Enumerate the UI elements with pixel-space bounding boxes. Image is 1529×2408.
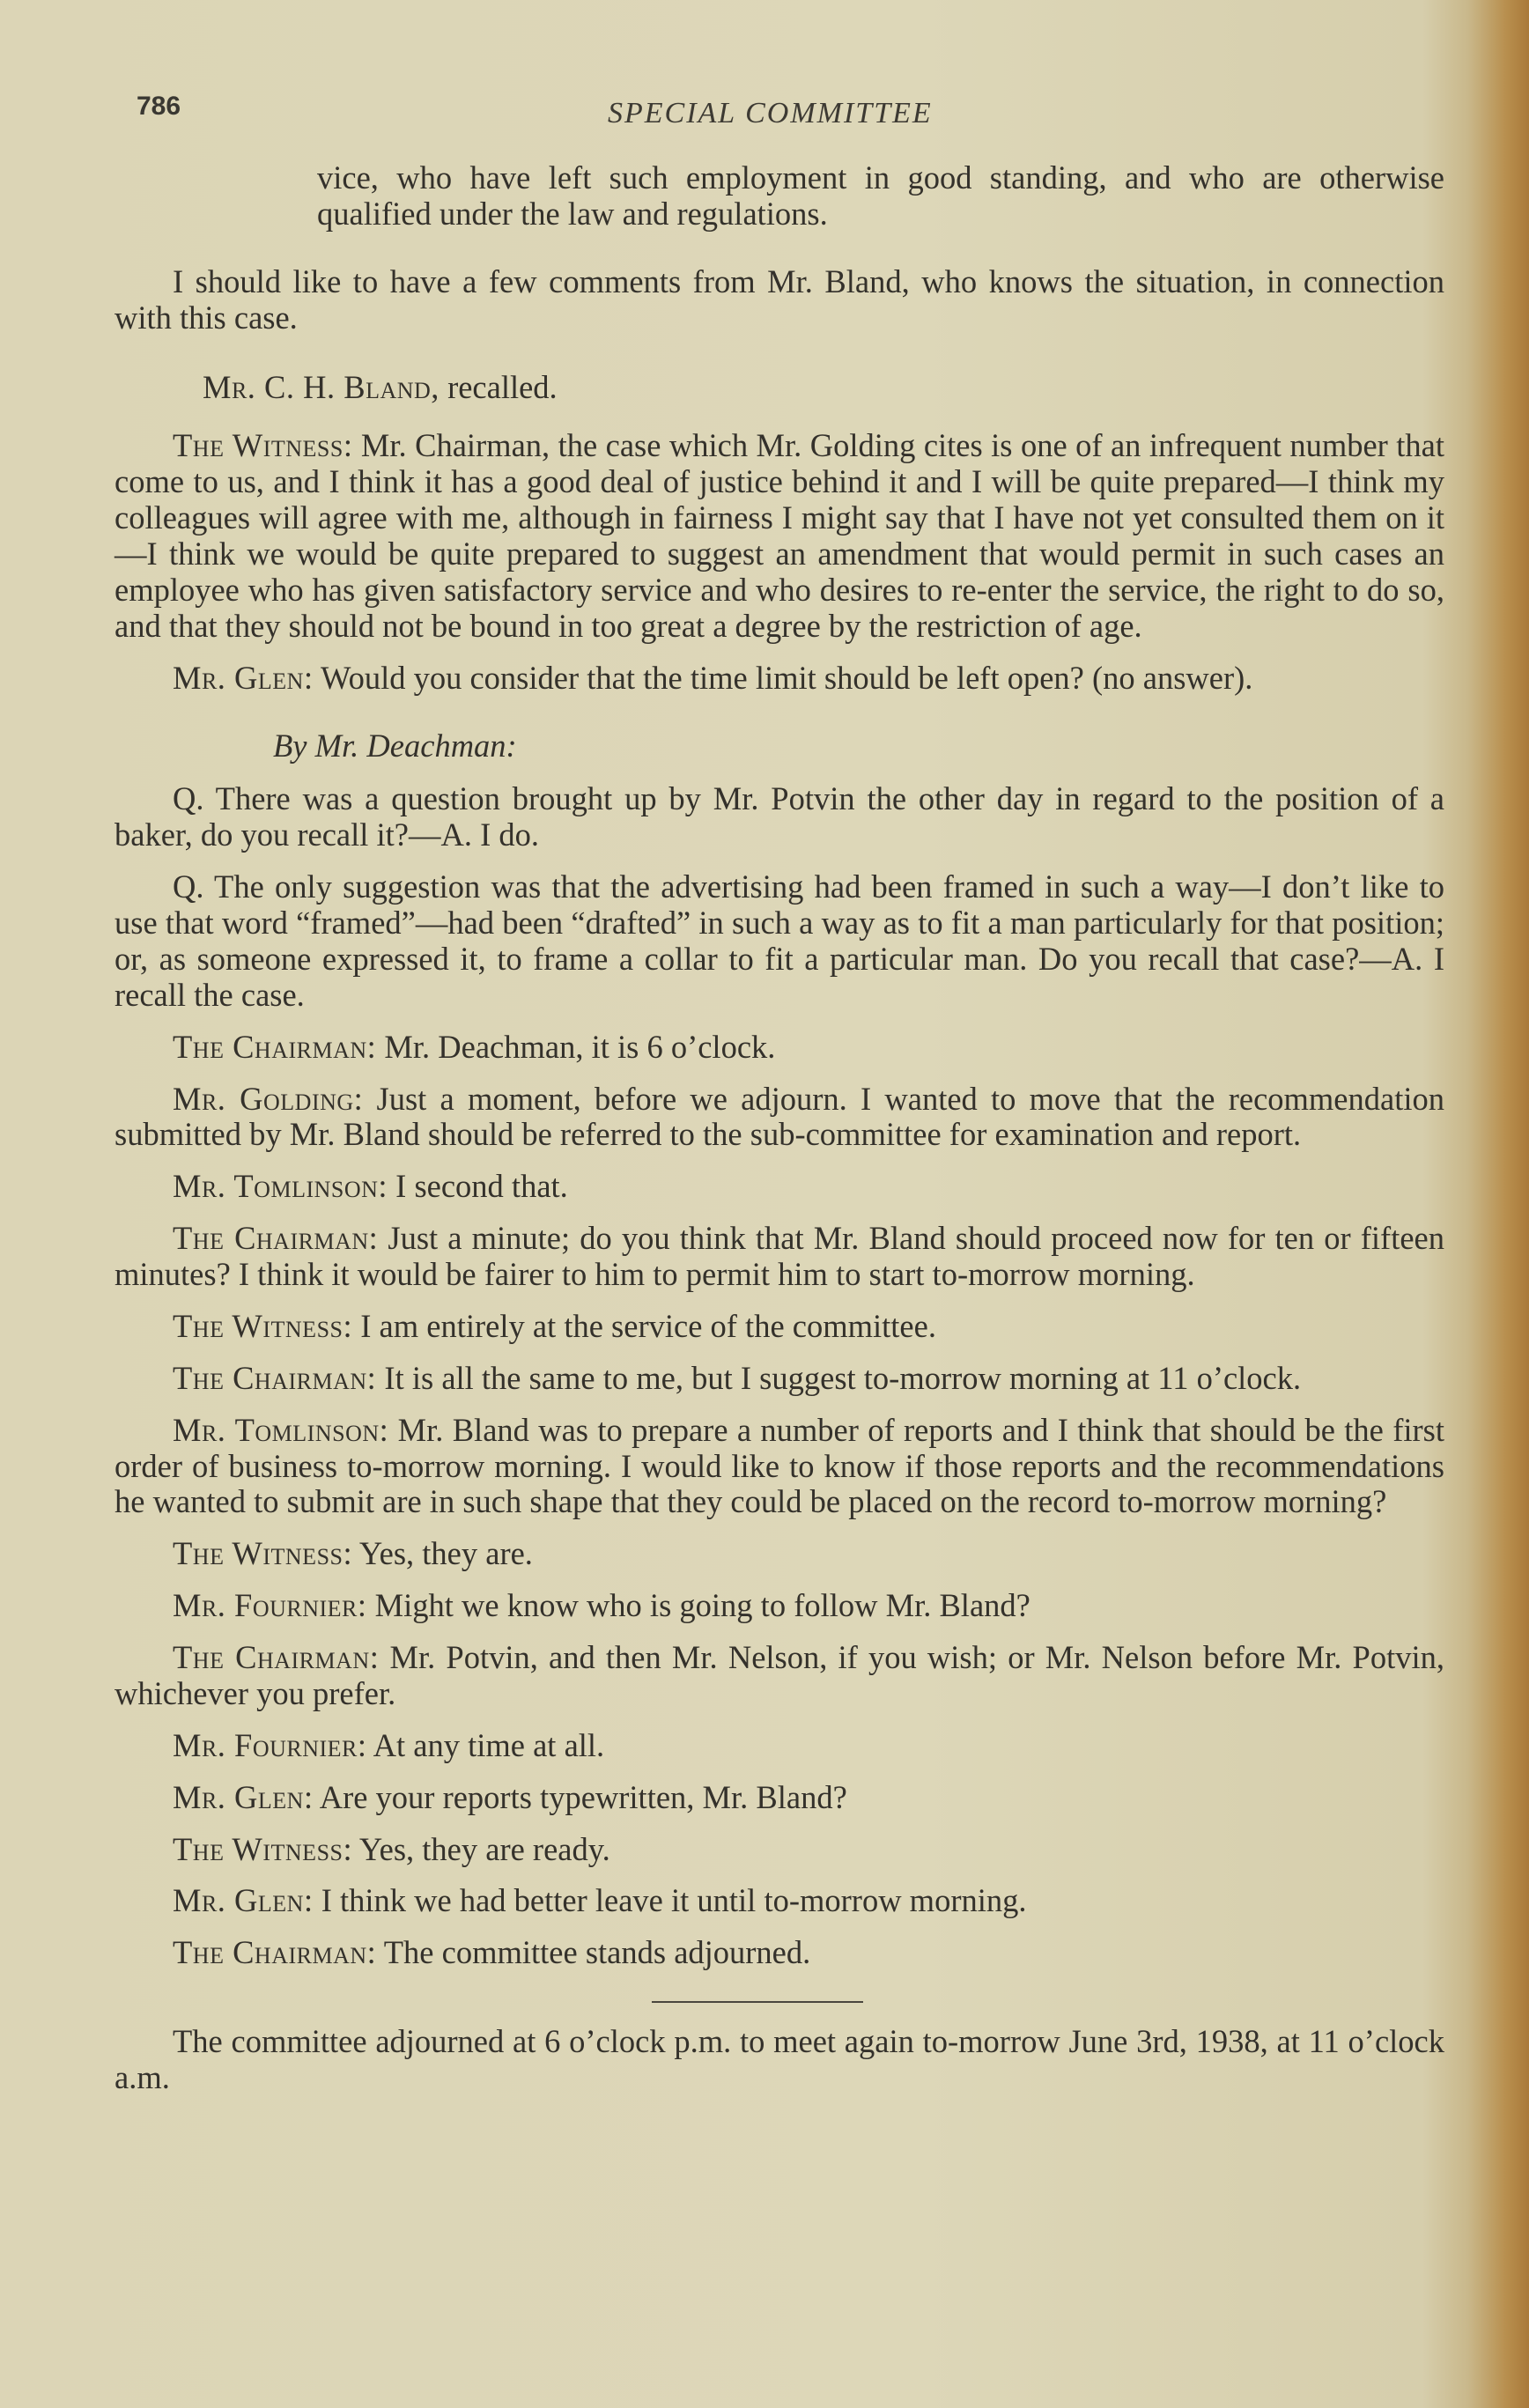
speaker-name: The Chairman: (173, 1639, 380, 1675)
speaker-name: Mr. C. H. Bland, (203, 368, 439, 405)
speaker-name: The Witness: (173, 427, 353, 464)
transcript-body (114, 160, 1444, 2112)
speech-paragraph: The Witness: Mr. Chairman, the case which Mr. Golding cites is one of an infrequent number that come to us, and I think it has a good deal of justice behind it and I will be quite prepared—I think my colleagues will agree with me, although in fairness I might say that I have not yet consulted them on it—I think we would be quite prepared to suggest an amendment that would permit in such cases an employee who has given satisfactory service and who desires to re-enter the service, the right to do so, and that they should not be bound in too great a degree by the restriction of age. (114, 427, 1444, 644)
speech-paragraph: The Chairman: The committee stands adjourned. (173, 1934, 811, 1971)
speaker-name: Mr. Golding: (173, 1080, 364, 1117)
speech-paragraph: Mr. Fournier: Might we know who is going to follow Mr. Bland? (173, 1587, 1030, 1624)
speaker-name: Mr. Tomlinson: (173, 1411, 389, 1448)
adjournment-note: The committee adjourned at 6 o’clock p.m. to meet again to-morrow June 3rd, 1938, at 11 o’clock a.m. (114, 2023, 1444, 2095)
speaker-name: Mr. Fournier: (173, 1587, 367, 1624)
speaker-name: Mr. Fournier: (173, 1726, 367, 1763)
speech-paragraph: Mr. Fournier: At any time at all. (173, 1726, 605, 1763)
speaker-name: The Chairman: (173, 1934, 377, 1971)
speaker-name: The Witness: (173, 1830, 353, 1867)
speech-paragraph: The Witness: Yes, they are. (173, 1535, 533, 1572)
speech-paragraph: Mr. Glen: Would you consider that the time limit should be left open? (no answer). (173, 659, 1253, 696)
speaker-name: The Witness: (173, 1307, 353, 1344)
speech-paragraph: The Witness: I am entirely at the service of the committee. (173, 1307, 936, 1344)
speaker-name: The Chairman: (173, 1028, 377, 1065)
quoted-regulation: vice, who have left such employment in good standing, and who are otherwise qualified under the law and regulations. (317, 159, 1444, 232)
speaker-name: Mr. Glen: (173, 1882, 314, 1919)
speaker-name: Mr. Glen: (173, 1778, 314, 1815)
running-head: SPECIAL COMMITTEE (608, 97, 933, 129)
speech-paragraph: Mr. Glen: I think we had better leave it until to-morrow morning. (173, 1882, 1027, 1919)
examiner-line: By Mr. Deachman: (273, 727, 517, 764)
speaker-name: The Chairman: (173, 1359, 377, 1396)
speech-paragraph: The Chairman: Just a minute; do you think that Mr. Bland should proceed now for ten or fifteen minutes? I think it would be fairer to him to permit him to start to-morrow morning. (114, 1220, 1444, 1292)
speech-paragraph: The Chairman: It is all the same to me, but I suggest to-morrow morning at 11 o’clock. (173, 1359, 1302, 1396)
speech-paragraph: The Witness: Yes, they are ready. (173, 1830, 610, 1867)
speech-paragraph: The Chairman: Mr. Deachman, it is 6 o’clock. (173, 1028, 776, 1065)
speaker-name: The Witness: (173, 1535, 353, 1572)
speech-paragraph: Mr. Tomlinson: I second that. (173, 1168, 568, 1205)
question-paragraph: Q. The only suggestion was that the advertising had been framed in such a way—I don’t like to use that word “framed”—had been “drafted” in such a way as to fit a man particularly for that position; or, as someone expressed it, to frame a collar to fit a particular man. Do you recall that case?—A. I recall the case. (114, 868, 1444, 1013)
speech-paragraph: Mr. Glen: Are your reports typewritten, Mr. Bland? (173, 1778, 847, 1815)
question-paragraph: Q. There was a question brought up by Mr. Potvin the other day in regard to the position of a baker, do you recall it?—A. I do. (114, 780, 1444, 853)
speaker-name: Mr. Tomlinson: (173, 1168, 388, 1205)
section-divider (652, 2001, 863, 2003)
witness-recalled-heading: Mr. C. H. Bland, recalled. (203, 368, 558, 405)
page-number: 786 (137, 92, 181, 121)
speech-paragraph: Mr. Tomlinson: Mr. Bland was to prepare a number of reports and I think that should be the first order of business to-morrow morning. I would like to know if those reports and the recommendations he wanted to submit are in such shape that they could be placed on the record to-morrow morning? (114, 1411, 1445, 1520)
speech-paragraph: The Chairman: Mr. Potvin, and then Mr. Nelson, if you wish; or Mr. Nelson before Mr. Potvin, whichever you prefer. (114, 1639, 1444, 1711)
speech-paragraph: Mr. Golding: Just a moment, before we adjourn. I wanted to move that the recommendation submitted by Mr. Bland should be referred to the sub-committee for examination and report. (114, 1080, 1444, 1153)
speaker-name: The Chairman: (173, 1220, 379, 1257)
speaker-name: Mr. Glen: (173, 659, 314, 696)
paragraph: I should like to have a few comments from Mr. Bland, who knows the situation, in connection with this case. (114, 262, 1444, 336)
